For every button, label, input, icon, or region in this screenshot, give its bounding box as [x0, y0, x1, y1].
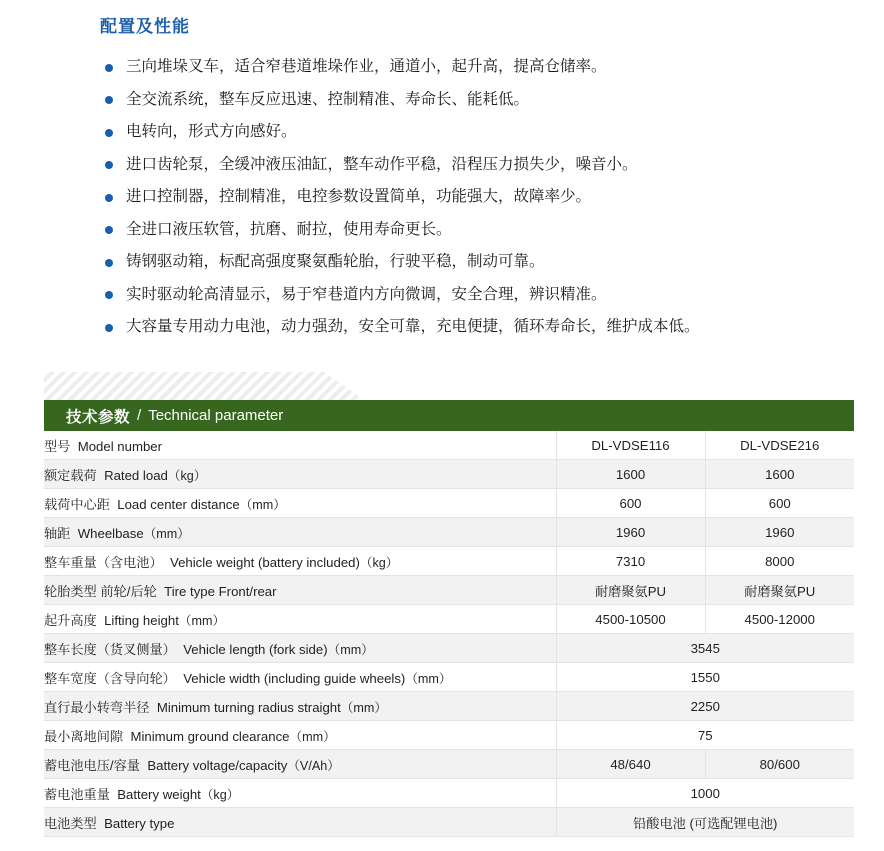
table-row [44, 721, 854, 750]
spec-label-unit: （kg） [359, 555, 399, 570]
spec-header-cn: 技术参数 [66, 408, 131, 426]
spec-label-cell [44, 431, 556, 460]
spec-value-cell-merged: 3545 [556, 634, 854, 663]
list-item [100, 181, 860, 214]
table-row [44, 779, 854, 808]
features-section [100, 12, 860, 344]
table-row [44, 576, 854, 605]
spec-label-unit: （mm） [143, 526, 190, 541]
bullet-icon [105, 324, 113, 332]
spec-value-cell-col2: 1960 [705, 518, 854, 547]
table-row [44, 750, 854, 779]
spec-label-unit: （mm） [289, 729, 336, 744]
spec-label-cn: 电池类型 [44, 815, 97, 831]
spec-value-cell-merged: 铅酸电池 (可选配锂电池) [556, 808, 854, 837]
spec-value-cell-col2: 1600 [705, 460, 854, 489]
spec-label-cn: 起升高度 [44, 612, 97, 628]
table-row [44, 663, 854, 692]
spec-label-unit: （kg） [167, 468, 207, 483]
spec-label-cn: 额定载荷 [44, 467, 97, 483]
spec-value-cell-col1: 600 [556, 489, 705, 518]
spec-value-cell-col1: DL-VDSE116 [556, 431, 705, 460]
spec-label-cn: 直行最小转弯半径 [44, 699, 150, 715]
spec-header-en: Technical parameter [148, 407, 284, 424]
technical-parameters-section [44, 372, 854, 837]
spec-label-en: Vehicle length (fork side) [183, 641, 328, 657]
spec-label-unit: （mm） [239, 497, 286, 512]
spec-value-cell-col2: DL-VDSE216 [705, 431, 854, 460]
spec-label-cell [44, 808, 556, 837]
spec-label-cn: 最小离地间隙 [44, 728, 124, 744]
spec-label-cn: 型号 [44, 438, 71, 454]
feature-text: 大容量专用动力电池，动力强劲，安全可靠，充电便捷，循环寿命长，维护成本低。 [126, 318, 700, 335]
list-item [100, 214, 860, 247]
feature-text: 全交流系统，整车反应迅速、控制精准、寿命长、能耗低。 [126, 90, 530, 108]
spec-label-en: Vehicle weight (battery included) [170, 554, 360, 570]
bullet-icon [105, 161, 113, 169]
list-item [100, 51, 860, 84]
spec-value-cell-col1: 48/640 [556, 750, 705, 779]
table-row [44, 547, 854, 576]
spec-label-en: Tire type Front/rear [164, 583, 277, 599]
spec-value-cell-col1: 4500-10500 [556, 605, 705, 634]
list-item [100, 279, 860, 312]
spec-label-cn: 整车长度（货叉侧量） [44, 641, 176, 657]
list-item [100, 246, 860, 279]
spec-label-cn: 轴距 [44, 525, 71, 541]
feature-text: 电转向，形式方向感好。 [126, 123, 297, 140]
feature-text: 进口控制器，控制精准，电控参数设置简单，功能强大，故障率少。 [126, 188, 592, 205]
spec-label-cn: 蓄电池电压/容量 [44, 757, 140, 773]
list-item [100, 84, 860, 117]
spec-label-cell [44, 547, 556, 576]
spec-label-en: Model number [77, 438, 162, 454]
ribbon-decoration [44, 372, 854, 400]
bullet-icon [105, 129, 113, 137]
table-row [44, 460, 854, 489]
bullet-icon [105, 64, 113, 72]
spec-value-cell-col2: 耐磨聚氨PU [705, 576, 854, 605]
spec-label-unit: （V/Ah） [287, 758, 340, 773]
spec-value-cell-col1: 1600 [556, 460, 705, 489]
spec-header-separator: / [137, 407, 142, 424]
spec-label-cell [44, 460, 556, 489]
spec-value-cell-merged: 1000 [556, 779, 854, 808]
spec-table-header [44, 400, 854, 431]
spec-label-en: Lifting height [104, 612, 179, 628]
spec-label-cell [44, 605, 556, 634]
spec-value-cell-col2: 8000 [705, 547, 854, 576]
spec-table [44, 431, 854, 837]
bullet-icon [105, 291, 113, 299]
spec-label-cn: 载荷中心距 [44, 496, 110, 512]
spec-label-cell [44, 692, 556, 721]
spec-value-cell-col1: 耐磨聚氨PU [556, 576, 705, 605]
spec-label-cell [44, 634, 556, 663]
spec-table-body [44, 431, 854, 837]
spec-label-cn: 蓄电池重量 [44, 786, 110, 802]
spec-label-en: Vehicle width (including guide wheels) [183, 670, 406, 686]
spec-label-en: Battery type [104, 815, 175, 831]
spec-value-cell-merged: 2250 [556, 692, 854, 721]
bullet-icon [105, 259, 113, 267]
spec-label-unit: （mm） [178, 613, 226, 628]
spec-value-cell-merged: 1550 [556, 663, 854, 692]
bullet-icon [105, 226, 113, 234]
spec-label-en: Minimum turning radius straight [156, 699, 341, 715]
table-row [44, 489, 854, 518]
feature-text: 全进口液压软管，抗磨、耐拉，使用寿命更长。 [126, 220, 452, 238]
feature-text: 铸钢驱动箱，标配高强度聚氨酯轮胎，行驶平稳，制动可靠。 [126, 253, 545, 270]
spec-label-en: Minimum ground clearance [130, 728, 290, 744]
table-row [44, 808, 854, 837]
spec-label-en: Battery voltage/capacity [147, 757, 288, 773]
table-row [44, 431, 854, 460]
spec-label-cell [44, 721, 556, 750]
spec-label-cell [44, 663, 556, 692]
spec-value-cell-merged: 75 [556, 721, 854, 750]
spec-label-unit: （kg） [200, 787, 240, 802]
spec-label-cell [44, 750, 556, 779]
table-row [44, 605, 854, 634]
spec-label-en: Wheelbase [77, 525, 144, 541]
spec-label-cell [44, 518, 556, 547]
spec-label-en: Load center distance [117, 496, 240, 512]
spec-value-cell-col1: 1960 [556, 518, 705, 547]
list-item [100, 116, 860, 149]
table-row [44, 692, 854, 721]
table-row [44, 518, 854, 547]
spec-label-cell [44, 489, 556, 518]
bullet-icon [105, 96, 113, 104]
page-title: 配置及性能 [100, 17, 190, 36]
spec-value-cell-col2: 600 [705, 489, 854, 518]
spec-value-cell-col2: 4500-12000 [705, 605, 854, 634]
spec-value-cell-col1: 7310 [556, 547, 705, 576]
feature-text: 三向堆垛叉车，适合窄巷道堆垛作业，通道小，起升高，提高仓储率。 [126, 58, 607, 75]
list-item [100, 311, 860, 344]
spec-label-en: Rated load [104, 467, 168, 483]
spec-label-cn: 整车宽度（含导向轮） [44, 670, 176, 686]
spec-label-unit: （mm） [327, 642, 374, 657]
spec-label-cell [44, 779, 556, 808]
spec-label-en: Battery weight [117, 786, 201, 802]
spec-label-cn: 轮胎类型 前轮/后轮 [44, 583, 157, 599]
feature-list [100, 51, 860, 344]
feature-text: 实时驱动轮高清显示，易于窄巷道内方向微调，安全合理，辨识精准。 [126, 285, 607, 303]
bullet-icon [105, 194, 113, 202]
spec-label-unit: （mm） [405, 671, 452, 686]
list-item [100, 149, 860, 182]
table-row [44, 634, 854, 663]
feature-text: 进口齿轮泵，全缓冲液压油缸，整车动作平稳，沿程压力损失少，噪音小。 [126, 155, 638, 173]
spec-label-cell [44, 576, 556, 605]
ribbon-stripes [44, 372, 364, 400]
spec-label-unit: （mm） [340, 700, 387, 715]
spec-value-cell-col2: 80/600 [705, 750, 854, 779]
spec-label-cn: 整车重量（含电池） [44, 554, 163, 570]
